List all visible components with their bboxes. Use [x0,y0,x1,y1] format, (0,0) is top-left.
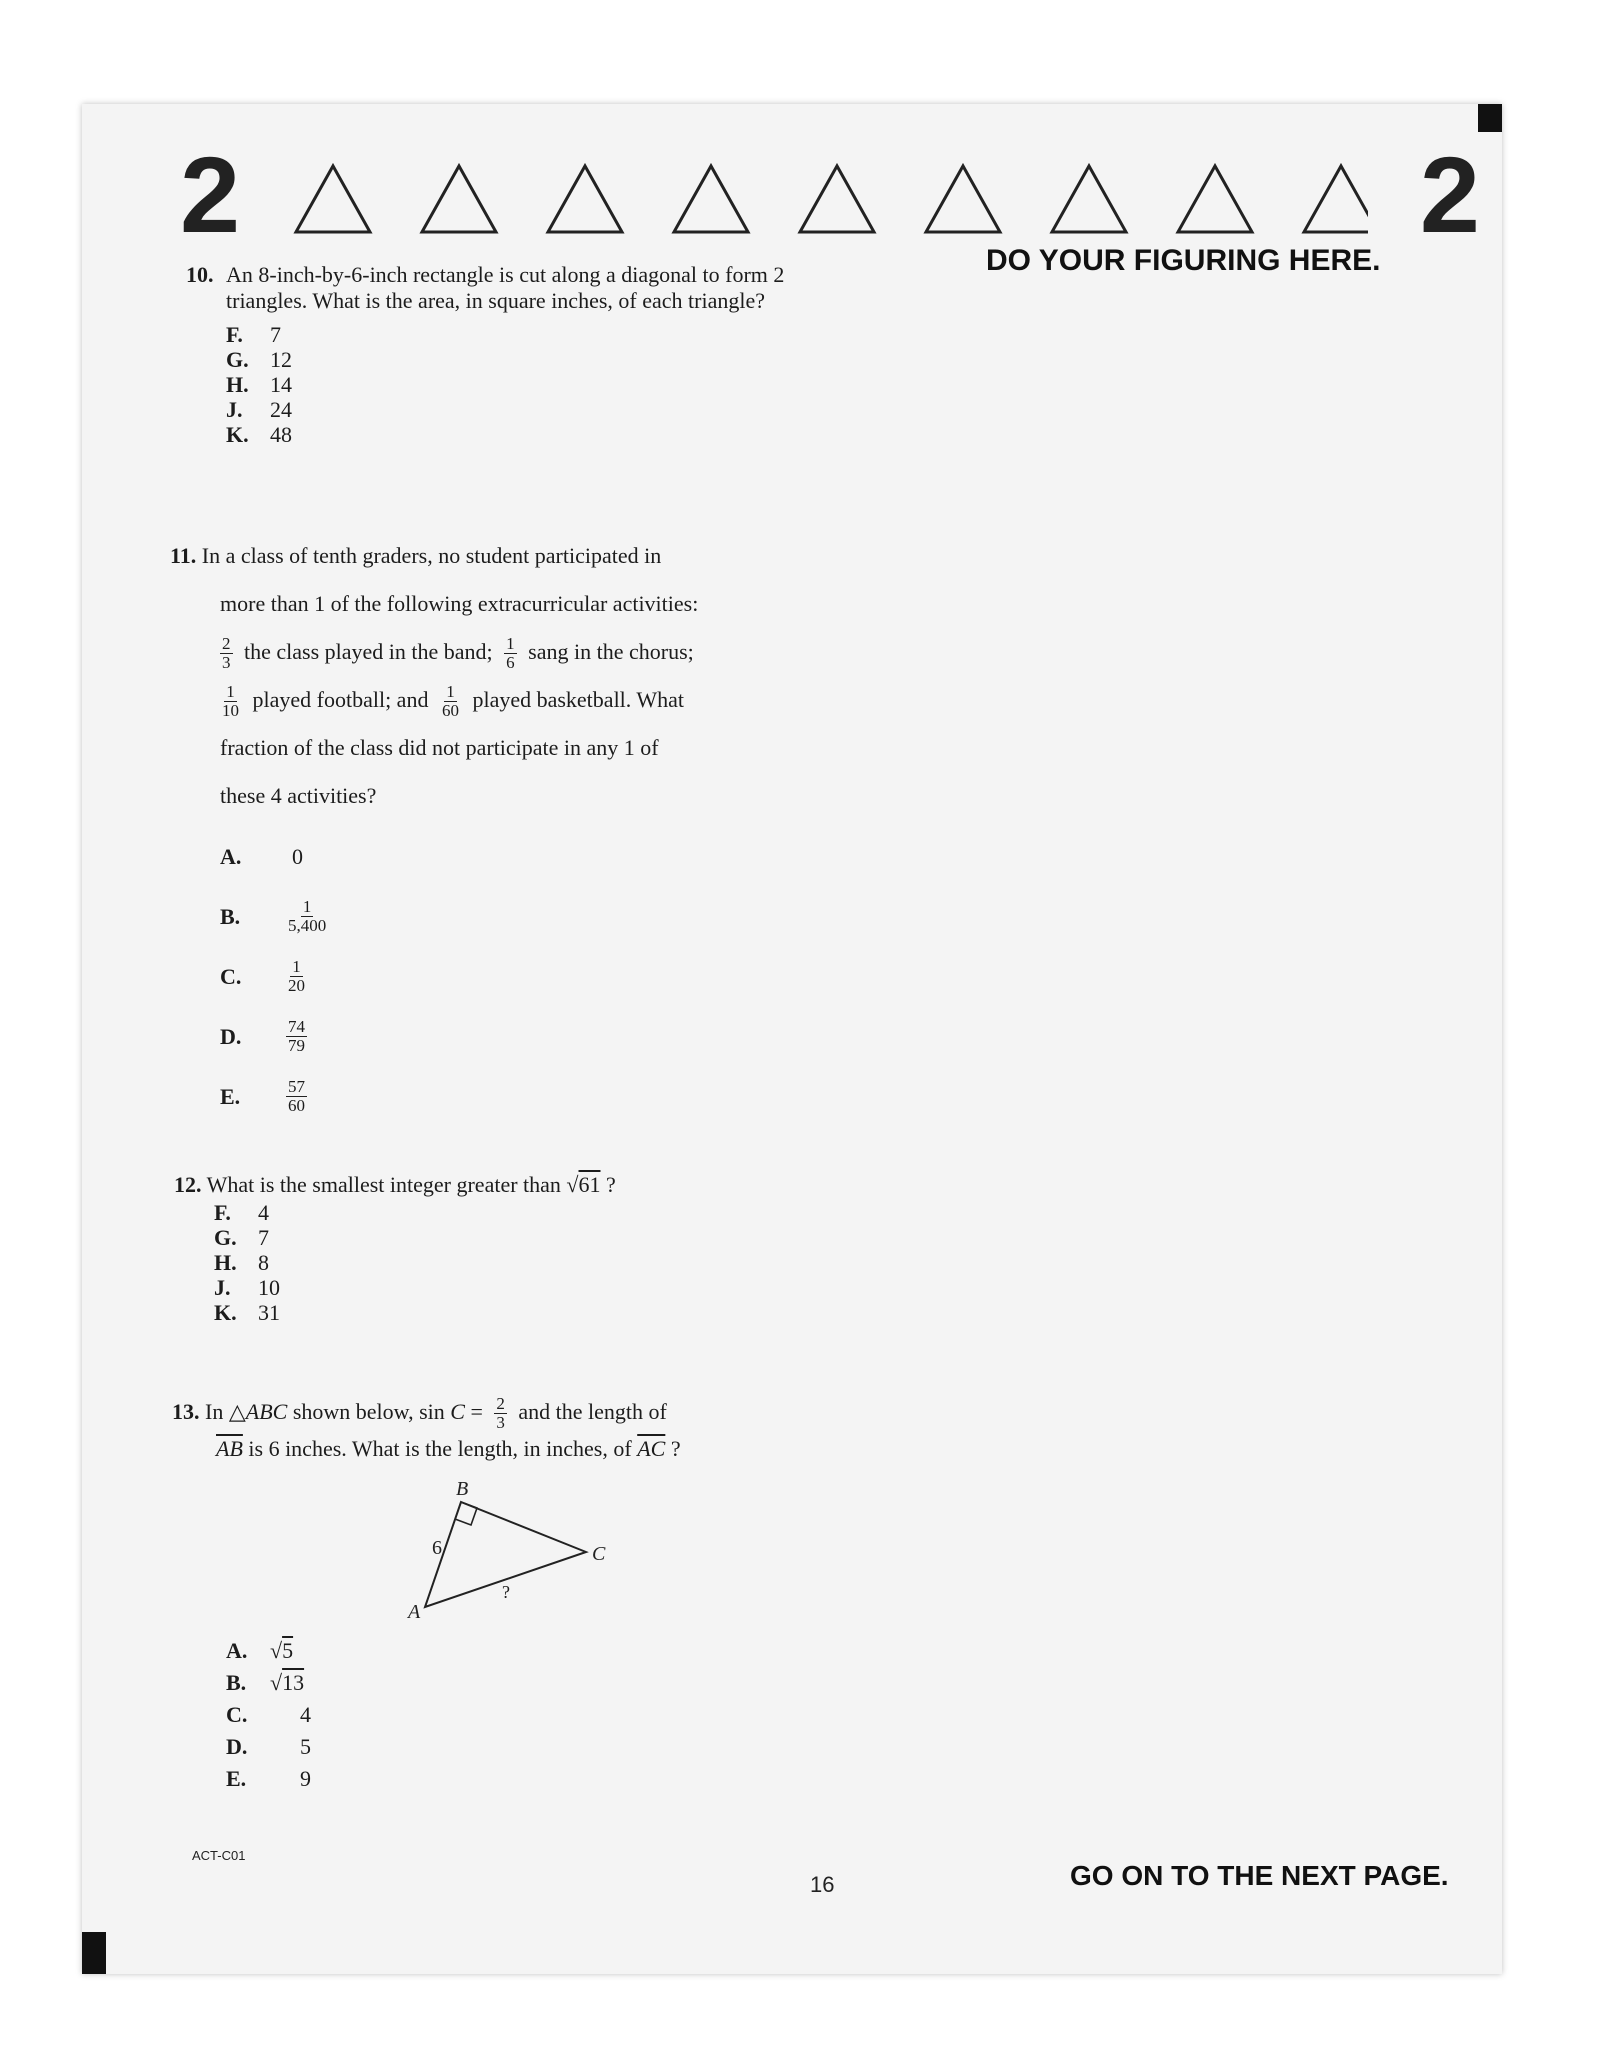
vertex-label-b: B [456,1480,469,1500]
triangle-icon [296,166,370,232]
question-stem-line: more than 1 of the following extracurricular activities: [220,591,699,616]
side-label-ab: 6 [432,1537,442,1559]
answer-option[interactable]: A. √5 [226,1638,294,1663]
section-number-right: 2 [1419,134,1480,255]
answer-option[interactable]: C. 4 [226,1702,311,1727]
right-angle-marker [455,1502,477,1525]
side-label-ac: ? [502,1582,510,1602]
triangle-icon [1304,166,1368,232]
question-number: 13. [172,1399,200,1424]
answer-option[interactable]: K. 31 [214,1300,280,1325]
segment-ab: $\overline{AB}$ [216,1436,243,1462]
question-number: 11. [170,543,197,568]
next-page-instruction: GO ON TO THE NEXT PAGE. [1070,1860,1449,1891]
question-11: 11. In a class of tenth graders, no student participated in more than 1 of the following extracurricular activities: $\frac{2}{3}$ the class played in the band; $\frac{1}{6}$ sang in the chorus; $\frac{1}{10}$ played football; and $\frac{1}{60}$ played basketball. What fraction of the class did not participate in any 1 of these 4 activities? A. 0 B. $\frac{1}{5,400}$ C. $\frac{1}{20}$ D. $\frac{74}{79}$ E. $\frac{57}{60}$ [176,532,796,1126]
answer-option[interactable]: A. 0 [220,843,303,869]
fraction: $\frac{57}{60}$ [288,1076,305,1115]
answer-option[interactable]: E. $\frac{57}{60}$ [220,1076,305,1115]
answer-options [226,322,806,447]
question-stem: What is the smallest integer greater than [206,1172,561,1197]
page-number: 16 [810,1872,835,1897]
question-13: 13. In △ABC shown below, sin C = $\frac{2}{3}$ and the length of $\overline{AB}$ is 6 inches. What is the length, in inches, of $\overline{AC}$ ? [172,1394,681,1462]
triangle-icon [548,166,622,232]
form-code: ACT-C01 [192,1848,246,1863]
section-number-left: 2 [180,134,241,255]
answer-option[interactable]: F. 7 [226,322,281,347]
question-12: 12. What is the smallest integer greater than √61 ? F. 4 G. 7 H. 8 J. 10 K. 31 [174,1172,814,1325]
question-stem-line: fraction of the class did not participate in any 1 of [220,735,659,760]
square-root: √61 [566,1172,601,1197]
answer-option[interactable]: J. 10 [214,1275,280,1300]
question-number: 12. [174,1172,202,1197]
triangle-icon [1178,166,1252,232]
fraction: $\frac{2}{3}$ [496,1394,505,1433]
question-13-options [226,1638,426,1798]
triangle-icon [800,166,874,232]
answer-option[interactable]: H. 8 [214,1250,269,1275]
question-10 [186,262,806,447]
triangle-icon [926,166,1000,232]
triangle-icon [422,166,496,232]
question-number: 10. [186,262,214,287]
triangle-icon [674,166,748,232]
fraction: $\frac{1}{60}$ [441,682,459,721]
segment-ac: $\overline{AC}$ [637,1436,666,1462]
triangle-row [278,154,1368,244]
answer-option[interactable]: D. $\frac{74}{79}$ [220,1016,305,1055]
fraction: $\frac{1}{6}$ [506,634,515,673]
figuring-area-label: DO YOUR FIGURING HERE. [986,244,1381,277]
answer-option[interactable]: G. 7 [214,1225,269,1250]
answer-option[interactable]: J. 24 [226,397,292,422]
answer-option[interactable]: F. 4 [214,1200,269,1225]
page-edge-shadow [1478,104,1502,132]
fraction: $\frac{1}{10}$ [222,682,239,721]
fraction: $\frac{1}{20}$ [288,956,305,995]
vertex-label-c: C [592,1543,606,1565]
answer-option[interactable]: D. 5 [226,1734,311,1759]
triangle-icon [1052,166,1126,232]
answer-option[interactable]: E. 9 [226,1766,311,1791]
question-stem: An 8-inch-by-6-inch rectangle is cut along a diagonal to form 2 triangles. What is the area, in square inches, of each triangle? [226,262,785,313]
answer-options [220,826,796,1126]
answer-option[interactable]: H. 14 [226,372,292,397]
vertex-label-a: A [408,1601,421,1620]
page-edge-shadow [82,1932,106,1974]
section-header [180,134,1480,255]
question-stem-line: these 4 activities? [220,783,377,808]
fraction: $\frac{1}{5,400}$ [288,896,327,935]
fraction: $\frac{74}{79}$ [288,1016,305,1055]
answer-option[interactable]: C. $\frac{1}{20}$ [220,956,305,995]
answer-option[interactable]: G. 12 [226,347,292,372]
answer-option[interactable]: K. 48 [226,422,292,447]
triangle-abc-figure [400,1480,640,1620]
answer-option[interactable]: B. $\frac{1}{5,400}$ [220,896,327,935]
answer-options [214,1200,814,1325]
fraction: $\frac{2}{3}$ [222,634,231,673]
question-stem-line: In a class of tenth graders, no student participated in [201,543,662,568]
answer-option[interactable]: B. √13 [226,1670,305,1695]
